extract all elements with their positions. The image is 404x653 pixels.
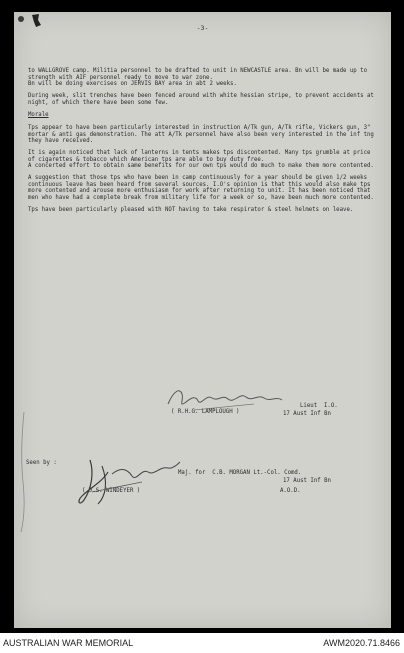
footer-accession-number: AWM2020.71.8466 — [323, 638, 400, 648]
paragraph: Tps appear to have been particularly interested in instruction A/Tk gun, A/Tk rifle, Vickers gun, 3" mortar & anti gas demonstration. The att A/Tk personnel have also been very interested in the inf tng they have received. — [28, 125, 374, 144]
signature-unit: 17 Aust Inf Bn — [283, 478, 331, 484]
paragraph: A suggestion that those tps who have been in camp continuously for a year should be given 1/2 weeks continuous leave has been heard from several sources. I.O's opinion is that this would also make tps more contented and arouse more enthusiasm for work after returning to unit. It has been noticed that men who have had a complete break from military life for a week or so, have been much more contented. — [28, 175, 374, 201]
document-page — [14, 12, 391, 628]
signature-rank: Lieut I.O. — [300, 403, 338, 409]
paragraph: During week, slit trenches have been fenced around with white hessian stripe, to prevent accidents at night, of which there have been some few. — [28, 93, 374, 106]
crease-mark — [18, 412, 28, 532]
signature-date: A.O.D. — [280, 488, 301, 494]
seen-by-label: Seen by : — [26, 460, 57, 466]
signature-name: ( J.S. WINDEYER ) — [82, 488, 141, 494]
punch-hole — [18, 16, 24, 22]
paragraph: to WALLGROVE camp. Militia personnel to be drafted to unit in NEWCASTLE area. Bn will be made up to strength with AIF personnel ready to move to war zone. Bn will be doing exercises on JERVIS BAY area in abt 2 weeks. — [28, 68, 367, 87]
signature-rank: Maj. for C.B. MORGAN Lt.-Col. Comd. — [178, 470, 302, 476]
document-body — [28, 68, 380, 219]
footer-bar — [0, 633, 404, 653]
section-heading-morale: Morale — [28, 111, 49, 118]
footer-institution: AUSTRALIAN WAR MEMORIAL — [3, 638, 134, 648]
signature-unit: 17 Aust Inf Bn — [283, 411, 331, 417]
page-number: -3- — [196, 24, 209, 32]
paragraph: Tps have been particularly pleased with NOT having to take respirator & steel helmets on leave. — [28, 206, 354, 213]
handwritten-signature-windeyer — [72, 452, 182, 512]
paragraph: It is again noticed that lack of lanterns in tents makes tps discontented. Many tps grumble at price of cigarettes & tobacco which American tps are able to buy duty free. A concerted effort to obtain same benefits for our own tps would do much to make them more contented. — [28, 150, 374, 169]
signature-name: ( R.H.G. LAMPLOUGH ) — [171, 409, 240, 415]
